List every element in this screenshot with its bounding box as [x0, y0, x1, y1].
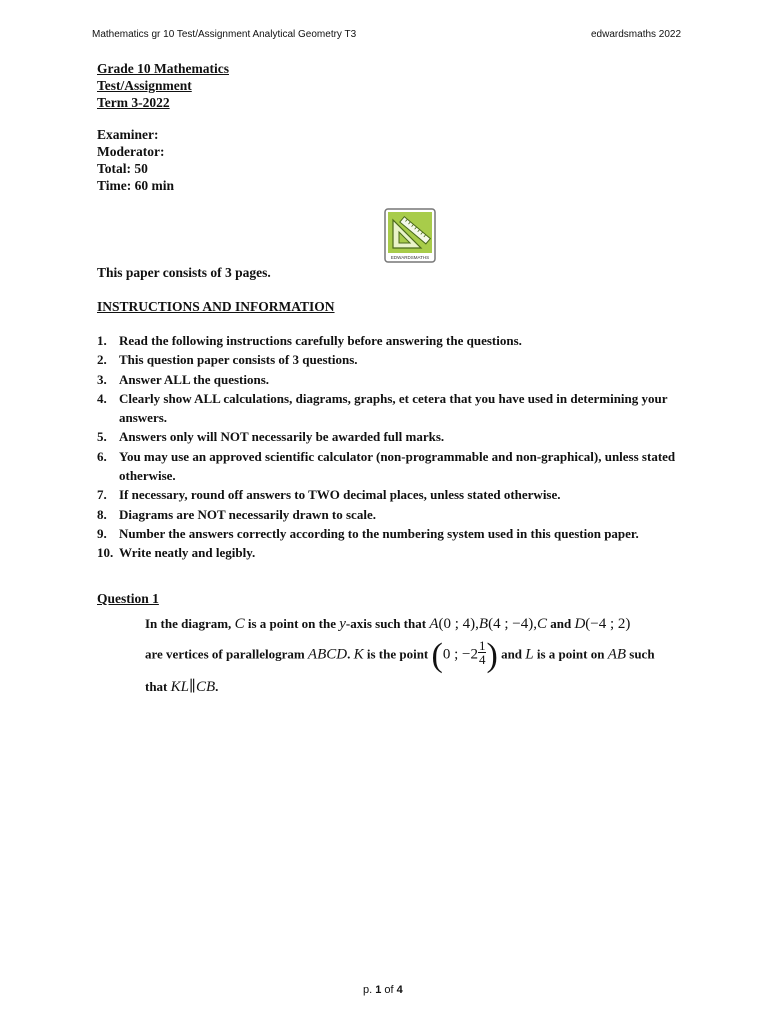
header-left: Mathematics gr 10 Test/Assignment Analytical Geometry T3 [92, 29, 357, 40]
pages-statement: This paper consists of 3 pages. [97, 265, 271, 280]
parallel-symbol: ∥ [189, 679, 196, 695]
k-open-paren: ( [431, 637, 443, 675]
q1-text: -axis such that [345, 616, 430, 631]
logo-text: EDWARDSMATHS [390, 255, 430, 260]
time-label: Time: 60 min [97, 178, 174, 193]
item-text: Diagrams are NOT necessarily drawn to scale. [119, 506, 376, 522]
title-block [97, 60, 229, 111]
list-item [97, 350, 717, 369]
q1-text: such [626, 646, 655, 662]
instructions-list [97, 331, 717, 563]
item-number: 10. [97, 545, 114, 561]
q1-comma: , [475, 616, 479, 632]
point-b: B [478, 616, 489, 632]
segment-kl: KL [170, 679, 189, 695]
footer-prefix: p. [363, 984, 376, 996]
q1-text: is a point on [533, 646, 608, 662]
point-c: C [536, 616, 547, 632]
item-number: 2. [97, 352, 107, 368]
list-item [97, 524, 717, 543]
point-d: D [574, 616, 586, 632]
segment-ab: AB [607, 646, 627, 663]
list-item [97, 370, 717, 389]
header-right: edwardsmaths 2022 [591, 29, 682, 40]
item-text: This question paper consists of 3 questions. [119, 352, 358, 368]
moderator-label: Moderator: [97, 144, 165, 159]
title-line2: Test/Assignment [97, 78, 192, 93]
item-number: 7. [97, 487, 107, 503]
footer-total-pages: 4 [396, 984, 403, 996]
q1-text: is a point on the [244, 616, 340, 631]
var-c: C [234, 616, 245, 632]
item-number: 5. [97, 429, 107, 445]
list-item [97, 447, 717, 486]
k-fraction-denominator: 4 [478, 652, 486, 667]
k-fraction-numerator: 1 [478, 638, 486, 653]
item-number: 9. [97, 525, 107, 541]
page-footer [363, 984, 403, 996]
title-line1: Grade 10 Mathematics [97, 61, 229, 76]
q1-text: is the point [363, 646, 432, 662]
question1-heading: Question 1 [97, 591, 159, 606]
item-number: 6. [97, 448, 107, 464]
point-k: K [353, 646, 364, 663]
item-text: You may use an approved scientific calculator (non-programmable and non-graphical), unless stated otherwise. [119, 448, 676, 484]
q1-comma: , [533, 616, 537, 632]
point-d-coord: (−4 ; 2) [585, 616, 631, 632]
list-item [97, 331, 717, 350]
title-line3: Term 3-2022 [97, 95, 170, 110]
question1-line1 [145, 616, 630, 633]
q1-text: In the diagram, [145, 616, 235, 631]
q1-text: and [546, 616, 575, 631]
list-item [97, 543, 717, 562]
point-l: L [525, 646, 534, 663]
var-y: y [339, 616, 346, 632]
instructions-heading: INSTRUCTIONS AND INFORMATION [97, 299, 335, 314]
q1-text: . [347, 646, 354, 662]
item-number: 3. [97, 371, 107, 387]
point-a-coord: (0 ; 4) [438, 616, 476, 632]
list-item [97, 505, 717, 524]
item-number: 4. [97, 390, 107, 406]
k-close-paren: ) [486, 637, 498, 675]
footer-page-number: 1 [375, 984, 382, 996]
question1-line2 [145, 637, 655, 675]
list-item [97, 389, 717, 428]
list-item [97, 485, 717, 504]
item-text: Read the following instructions carefully before answering the questions. [119, 333, 522, 348]
parallelogram-abcd: ABCD [307, 646, 348, 663]
point-k-coord: 0 ; −2 [442, 646, 478, 663]
item-text: Clearly show ALL calculations, diagrams, graphs, et cetera that you have used in determining your answers. [119, 390, 668, 426]
list-item [97, 427, 717, 446]
item-text: Answer ALL the questions. [119, 371, 270, 387]
item-number: 8. [97, 506, 107, 522]
item-text: If necessary, round off answers to TWO decimal places, unless stated otherwise. [119, 487, 561, 503]
item-text: Write neatly and legibly. [119, 545, 256, 561]
q1-text: are vertices of parallelogram [145, 646, 308, 662]
question1-line3 [145, 677, 218, 696]
q1-text: that [145, 679, 171, 694]
item-text: Number the answers correctly according to the numbering system used in this question paper. [119, 525, 639, 541]
q1-text: and [497, 646, 526, 662]
point-b-coord: (4 ; −4) [488, 616, 534, 632]
footer-of: of [381, 984, 397, 996]
point-a: A [429, 616, 439, 632]
item-number: 1. [97, 333, 107, 348]
total-label: Total: 50 [97, 161, 148, 176]
q1-text: . [215, 679, 219, 694]
examiner-label: Examiner: [97, 127, 159, 142]
set-square-ruler-logo [384, 208, 436, 263]
segment-cb: CB [195, 679, 216, 695]
item-text: Answers only will NOT necessarily be awarded full marks. [119, 429, 445, 445]
meta-block [97, 126, 174, 194]
